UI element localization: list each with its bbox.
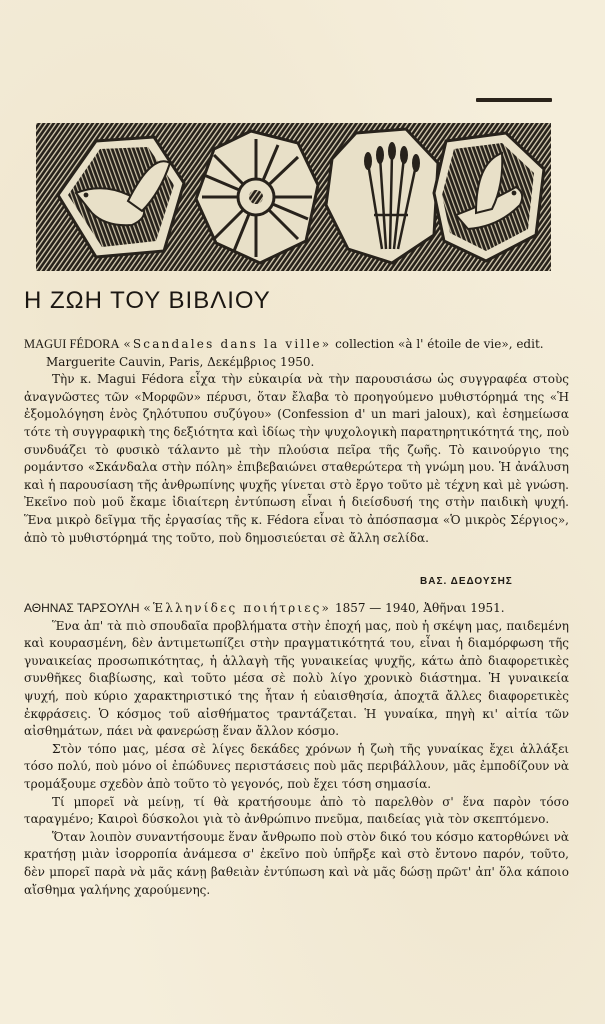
- woodcut-illustration: [36, 123, 551, 271]
- book-review: [24, 336, 569, 547]
- section-title: Η ΖΩΗ ΤΟΥ ΒΙΒΛΙΟΥ: [24, 287, 271, 314]
- review-heading: [24, 600, 569, 618]
- decorative-rule: [476, 98, 552, 102]
- review-paragraph: Τὴν κ. Magui Fédora εἶχα τὴν εὐκαιρία νὰ τὴν παρουσιάσω ὡς συγγραφέα στοὺς ἀναγνῶστες τῶν «Μορφῶν» πέρυσι, ὅταν ἔλαβα τὸ προηγούμενο μυθιστόρημά της «Ἡ ἐξομολόγηση ἑνὸς ζηλότυπου συζύγου» (Confession d' un mari jaloux), καὶ ἐσημείωσα τότε τὴ συγγραφικὴ της δεξιότητα καὶ ἰδίως τὴν ψυχολογικὴ παρατηρητικότητά της, ποὺ συνδυάζει τὸ φυσικὸ τάλαντο μὲ τὴν πλούσια πεῖρα τῆς ζωῆς. Τὸ καινούργιο της ρομάντσο «Σκάνδαλα στὴν πόλη» ἐπιβεβαιώνει σταθερώτερα τὴ γνώμη μου. Ἡ ἀνάλυση καὶ ἡ παρουσίαση τῆς ἀνθρωπίνης ψυχῆς γίνεται στὸ ἔργο τοῦτο μὲ τέχνη καὶ μὲ γνώση. Ἐκεῖνο ποὺ μοῦ ἔκαμε ἰδιαίτερη ἐντύπωση εἶναι ἡ διείσδυσή της στὴν παιδικὴ ψυχή. Ἕνα μικρὸ δεῖγμα τῆς ἐργασίας τῆς κ. Fédora εἶναι τὸ ἀπόσπασμα «Ὁ μικρὸς Σέργιος», ἀπὸ τὸ μυθιστόρημά της τοῦτο, ποὺ δημοσιεύεται σὲ ἄλλη σελίδα.: [24, 372, 569, 545]
- review-paragraph: Στὸν τόπο μας, μέσα σὲ λίγες δεκάδες χρόνων ἡ ζωὴ τῆς γυναίκας ἔχει ἀλλάξει τόσο πολύ, ποὺ μόνο οἱ ἐπώδυνες περιστάσεις ποὺ μᾶς περιβάλλουν, μᾶς ἐμποδίζουν νὰ τρομάξουμε σχεδὸν ἀπὸ τοῦτο τὸ γεγονός, ποὺ ἔχει τόση σημασία.: [24, 741, 569, 791]
- book-review: [24, 600, 569, 899]
- review-author: ΑΘΗΝΑΣ ΤΑΡΣΟΥΛΗ: [24, 601, 140, 615]
- review-author: MAGUI FÉDORA: [24, 337, 120, 351]
- review-book-title: «Ἑλληνίδες ποιήτριες»: [143, 601, 332, 615]
- review-paragraph: Ὅταν λοιπὸν συναντήσουμε ἕναν ἄνθρωπο ποὺ στὸν δικό του κόσμο κατορθώνει νὰ κρατήσῃ μιὰν ἰσορροπία ἀνάμεσα σ' ἐκεῖνο ποὺ ὑπῆρξε καὶ στὸ ἔντονο παρόν, τοῦτο, δὲν μπορεῖ παρὰ νὰ μᾶς κάνῃ βαθειὰν ἐντύπωση καὶ νὰ μᾶς δώσῃ πρῶτ' ἀπ' ὅλα κάποιο αἴσθημα γαλήνης χαρούμενης.: [24, 829, 569, 897]
- review-book-title: «Scandales dans la ville»: [123, 337, 332, 351]
- review-publication-details: collection «à l' étoile de vie», edit. Marguerite Cauvin, Paris, Δεκέμβριος 1950.: [46, 337, 544, 369]
- review-publication-details: 1857 — 1940, Ἀθῆναι 1951.: [334, 601, 505, 615]
- review-heading: [24, 336, 569, 371]
- review-paragraph: Ἕνα ἀπ' τὰ πιὸ σπουδαῖα προβλήματα στὴν ἐποχή μας, ποὺ ἡ σκέψη μας, παιδεμένη καὶ κουρασμένη, δὲν ἀντιμετωπίζει στὴν πραγματικότητά του, εἶναι ἡ διαμόρφωση τῆς γυναικείας προσωπικότητας, ἡ ἀλλαγὴ τῆς γυναικείας ψυχῆς, κάτω ἀπὸ διαφορετικὲς συνθῆκες διαβίωσης, καὶ τοῦτο μέσα σὲ πολὺ λίγο χρονικὸ διάστημα. Ἡ γυναικεία ψυχή, ποὺ κύριο χαρακτηριστικό της ἦταν ἡ εὐαισθησία, ἀποχτᾶ ἄλλες διαφορετικὲς ἐκφράσεις. Ὁ κόσμος τοῦ αἰσθήματος τραντάζεται. Ἡ γυναίκα, πηγὴ κι' αἰτία τῶν αἰσθημάτων, πάει νὰ φανερώσῃ ἕναν ἄλλον κόσμο.: [24, 618, 569, 739]
- review-signature: ΒΑΣ. ΔΕΔΟΥΣΗΣ: [420, 576, 513, 587]
- review-paragraph: Τί μπορεῖ νὰ μείνῃ, τί θὰ κρατήσουμε ἀπὸ τὸ παρελθὸν σ' ἕνα παρὸν τόσο ταραγμένο; Καιροὶ δύσκολοι γιὰ τὸ ἀνθρώπινο πνεῦμα, παιδείας γιὰ τὸν σκεπτόμενο.: [24, 794, 569, 827]
